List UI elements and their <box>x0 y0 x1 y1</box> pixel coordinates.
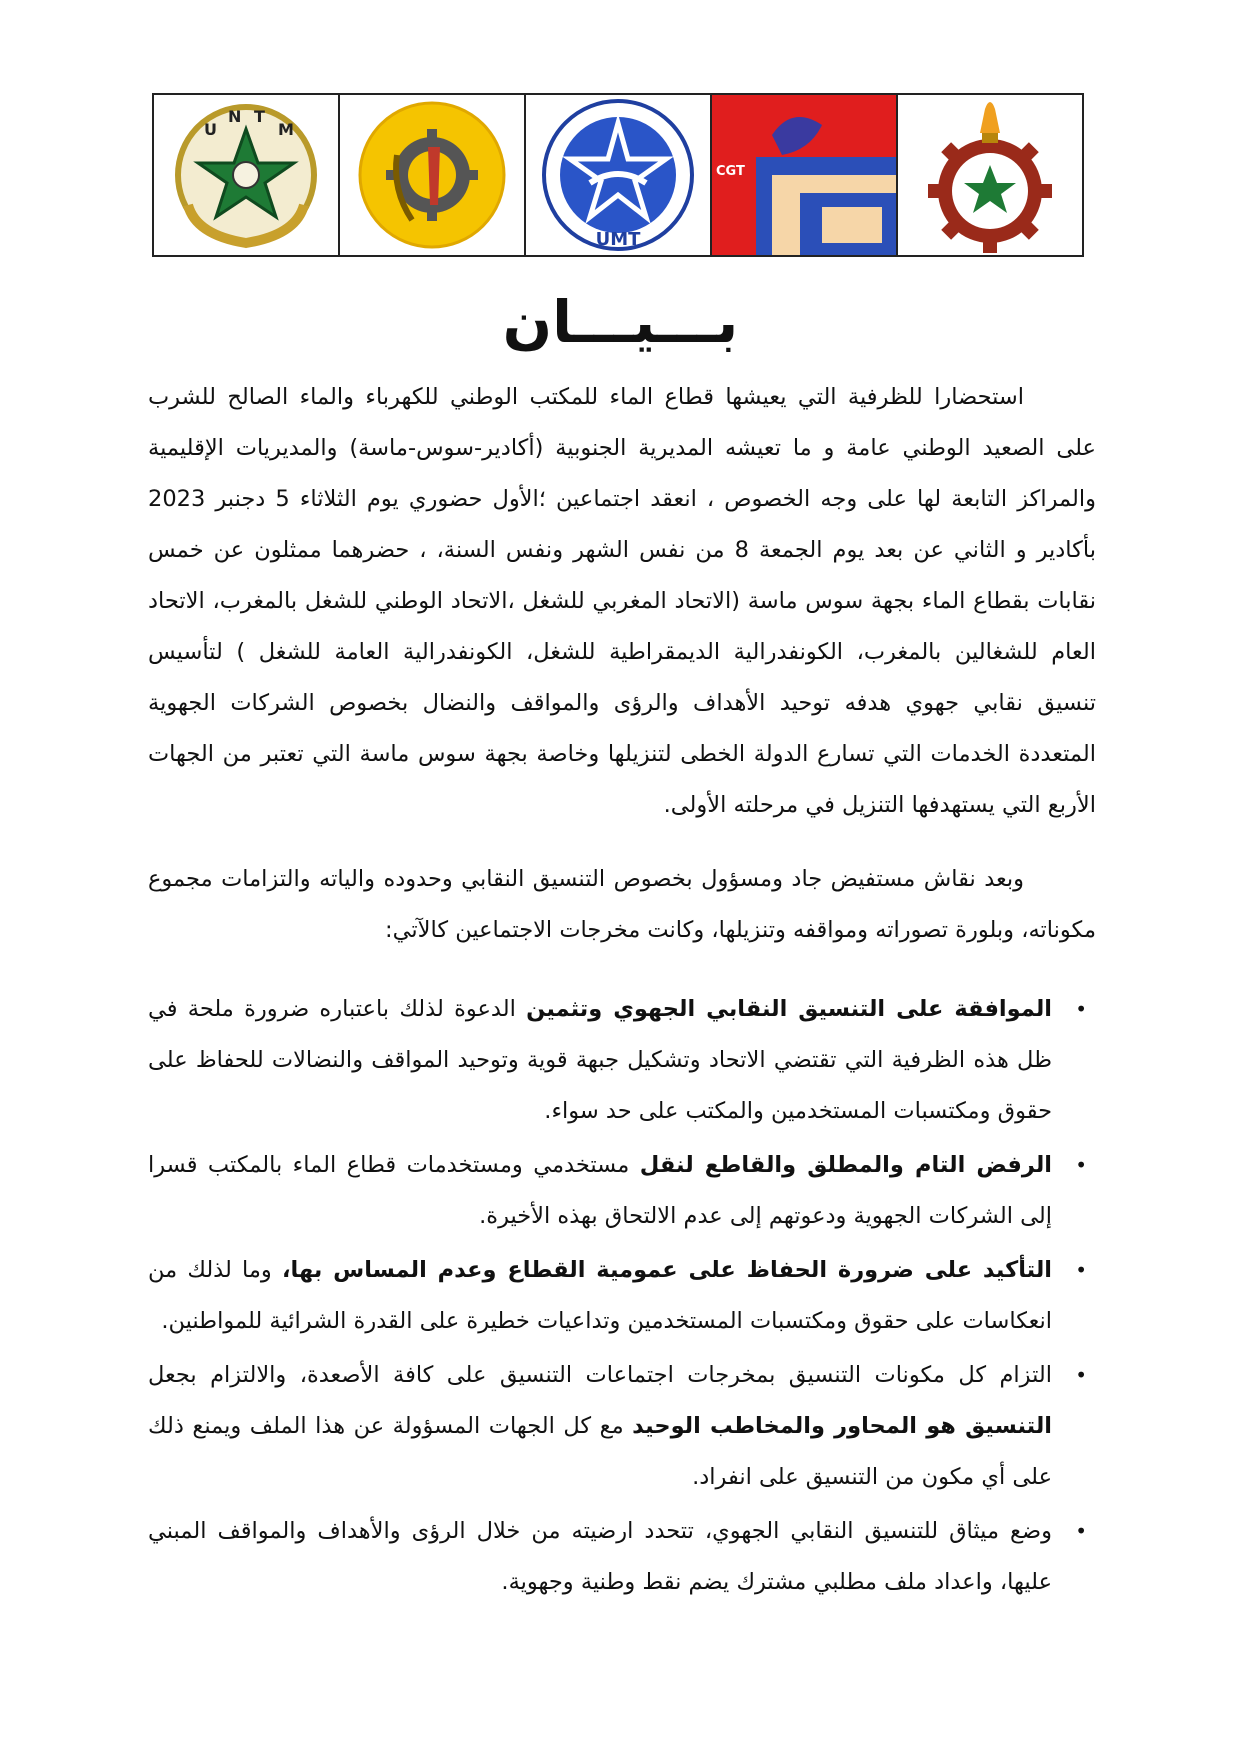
bullet-icon: • <box>1075 1258 1087 1282</box>
untm-emblem-icon <box>156 95 336 255</box>
second-paragraph: وبعد نقاش مستفيض جاد ومسؤول بخصوص التنسيق النقابي وحدوده والياته والتزامات مجموع مكوناته، وبلورة تصوراته ومواقفه وتنزيلها، وكانت مخرجات الاجتماعين كالآتي: <box>148 866 1096 943</box>
umt-emblem-icon <box>528 95 708 255</box>
cdt-logo <box>340 95 526 255</box>
svg-text:CGT: CGT <box>716 164 745 179</box>
ugtm-logo <box>898 95 1082 255</box>
list-item <box>148 1350 1096 1503</box>
list-item <box>148 1506 1096 1608</box>
document-title: بـــيـــان <box>502 288 739 356</box>
list-item <box>148 1140 1096 1242</box>
untm-logo <box>154 95 340 255</box>
bullet-bold-text: الرفض التام والمطلق والقاطع لنقل <box>639 1152 1052 1178</box>
bullet-text: وضع ميثاق للتنسيق النقابي الجهوي، تتحدد ارضيته من خلال الرؤى والأهداف والمواقف المبني عليها، واعداد ملف مطلبي مشترك يضم نقط وطنية وجهوية. <box>148 1518 1052 1595</box>
outcomes-list <box>148 984 1096 1608</box>
intro-paragraph: استحضارا للظرفية التي يعيشها قطاع الماء للمكتب الوطني للكهرباء والماء الصالح للشرب على الصعيد الوطني عامة و ما تعيشه المديرية الجنوبية (أكادير-سوس-ماسة) والمديريات الإقليمية والمراكز التابعة لها على وجه الخصوص ، انعقد اجتماعين ؛الأول حضوري يوم الثلاثاء 5 دجنبر 2023 بأكادير و الثاني عن بعد يوم الجمعة 8 من نفس الشهر ونفس السنة، ، حضرهما ممثلون عن خمس نقابات بقطاع الماء بجهة سوس ماسة (الاتحاد المغربي للشغل ،الاتحاد الوطني للشغل بالمغرب، الاتحاد العام للشغالين بالمغرب، الكونفدرالية الديمقراطية للشغل، الكونفدرالية العامة للشغل ) لتأسيس تنسيق نقابي جهوي هدفه توحيد الأهداف والرؤى والمواقف والنضال بخصوص الشركات الجهوية المتعددة الخدمات التي تسارع الدولة الخطى لتنزيلها وخاصة بجهة سوس ماسة التي تعتبر من الجهات الأربع التي يستهدفها التنزيل في مرحلته الأولى. <box>148 384 1096 818</box>
bullet-text: التزام كل مكونات التنسيق بمخرجات اجتماعات التنسيق على كافة الأصعدة، والالتزام بجعل <box>148 1362 1052 1388</box>
list-item <box>148 1245 1096 1347</box>
union-logos-strip <box>152 93 1084 257</box>
bullet-text: وما لذلك من انعكاسات على حقوق ومكتسبات المستخدمين وتداعيات خطيرة على القدرة الشرائية للمواطنين. <box>148 1257 1052 1334</box>
svg-text:M: M <box>278 120 294 139</box>
bullet-text: مستخدمي ومستخدمات قطاع الماء بالمكتب قسرا إلى الشركات الجهوية ودعوتهم إلى عدم الالتحاق بهذه الأخيرة. <box>148 1152 1052 1229</box>
bullet-icon: • <box>1075 1363 1087 1387</box>
ugtm-emblem-icon <box>900 95 1080 255</box>
bullet-bold-text: التنسيق هو المحاور والمخاطب الوحيد <box>632 1413 1052 1439</box>
cdt-emblem-icon <box>342 95 522 255</box>
bullet-text: الدعوة لذلك باعتباره ضرورة ملحة في ظل هذه الظرفية التي تقتضي الاتحاد وتشكيل جبهة قوية وتوحيد المواقف والنضالات للحفاظ على حقوق ومكتسبات المستخدمين والمكتب على حد سواء. <box>148 996 1052 1124</box>
bullet-icon: • <box>1075 1153 1087 1177</box>
list-item <box>148 984 1096 1137</box>
bullet-bold-text: الموافقة على التنسيق النقابي الجهوي وتثمين <box>526 996 1052 1022</box>
cgt-emblem-icon <box>712 95 896 255</box>
svg-text:T: T <box>254 107 265 126</box>
statement-body <box>148 372 1096 1611</box>
bullet-icon: • <box>1075 1519 1087 1543</box>
svg-text:U: U <box>204 120 217 139</box>
umt-logo <box>526 95 712 255</box>
cgt-logo <box>712 95 898 255</box>
bullet-text-end: مع كل الجهات المسؤولة عن هذا الملف ويمنع ذلك على أي مكون من التنسيق على انفراد. <box>148 1413 1052 1490</box>
svg-text:N: N <box>228 107 242 126</box>
svg-text:UMT: UMT <box>595 229 641 250</box>
bullet-bold-text: التأكيد على ضرورة الحفاظ على عمومية القطاع وعدم المساس بها، <box>281 1257 1052 1283</box>
bullet-icon: • <box>1075 997 1087 1021</box>
